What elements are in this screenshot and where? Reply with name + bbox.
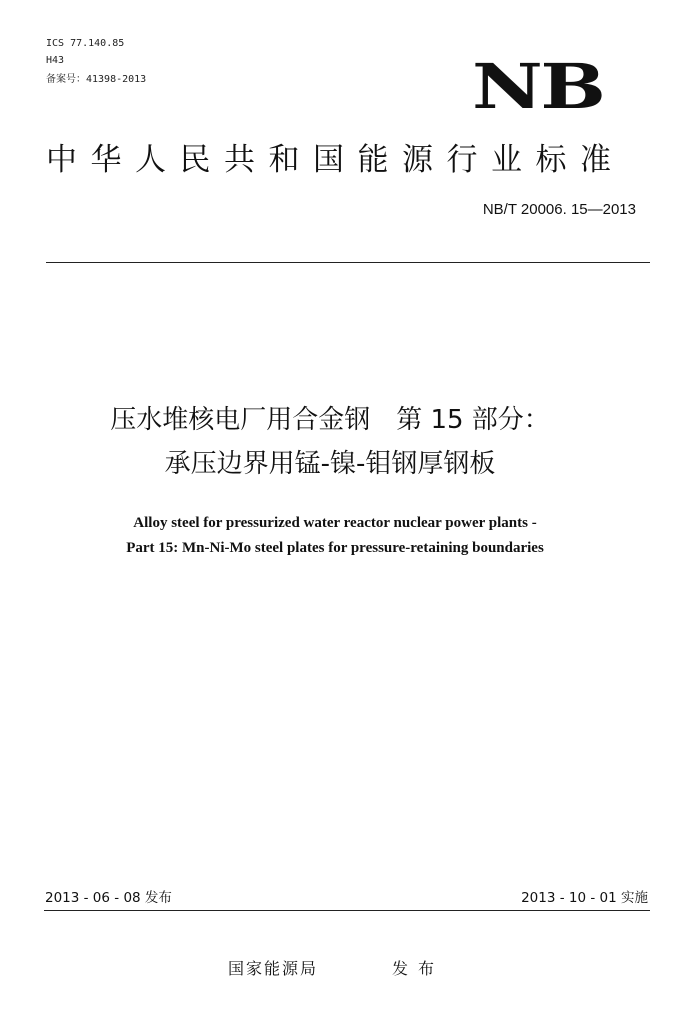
ics-code: ICS 77.140.85 (46, 38, 125, 49)
standard-number: NB/T 20006. 15—2013 (482, 201, 636, 218)
issuing-action: 发布 (392, 959, 445, 978)
nb-logo: NB (472, 50, 604, 123)
footer-divider (44, 910, 650, 911)
industry-standard-title: 中华人民共和国能源行业标准 (46, 142, 625, 178)
english-title-line-2: Part 15: Mn-Ni-Mo steel plates for pressure-retaining boundaries (126, 540, 544, 556)
issuing-authority: 国家能源局 (228, 959, 319, 978)
english-title-line-1: Alloy steel for pressurized water reactor nuclear power plants - (133, 515, 537, 531)
chinese-title-line-1: 压水堆核电厂用合金钢 第 15 部分： (110, 405, 550, 435)
header-divider (46, 262, 650, 263)
implementation-date: 2013 - 10 - 01 实施 (521, 890, 648, 906)
record-number: 备案号：41398-2013 (46, 74, 147, 85)
issue-date: 2013 - 06 - 08 发布 (45, 890, 172, 906)
classification-code: H43 (46, 55, 65, 66)
chinese-title-line-2: 承压边界用锰-镍-钼钢厚钢板 (164, 449, 496, 479)
